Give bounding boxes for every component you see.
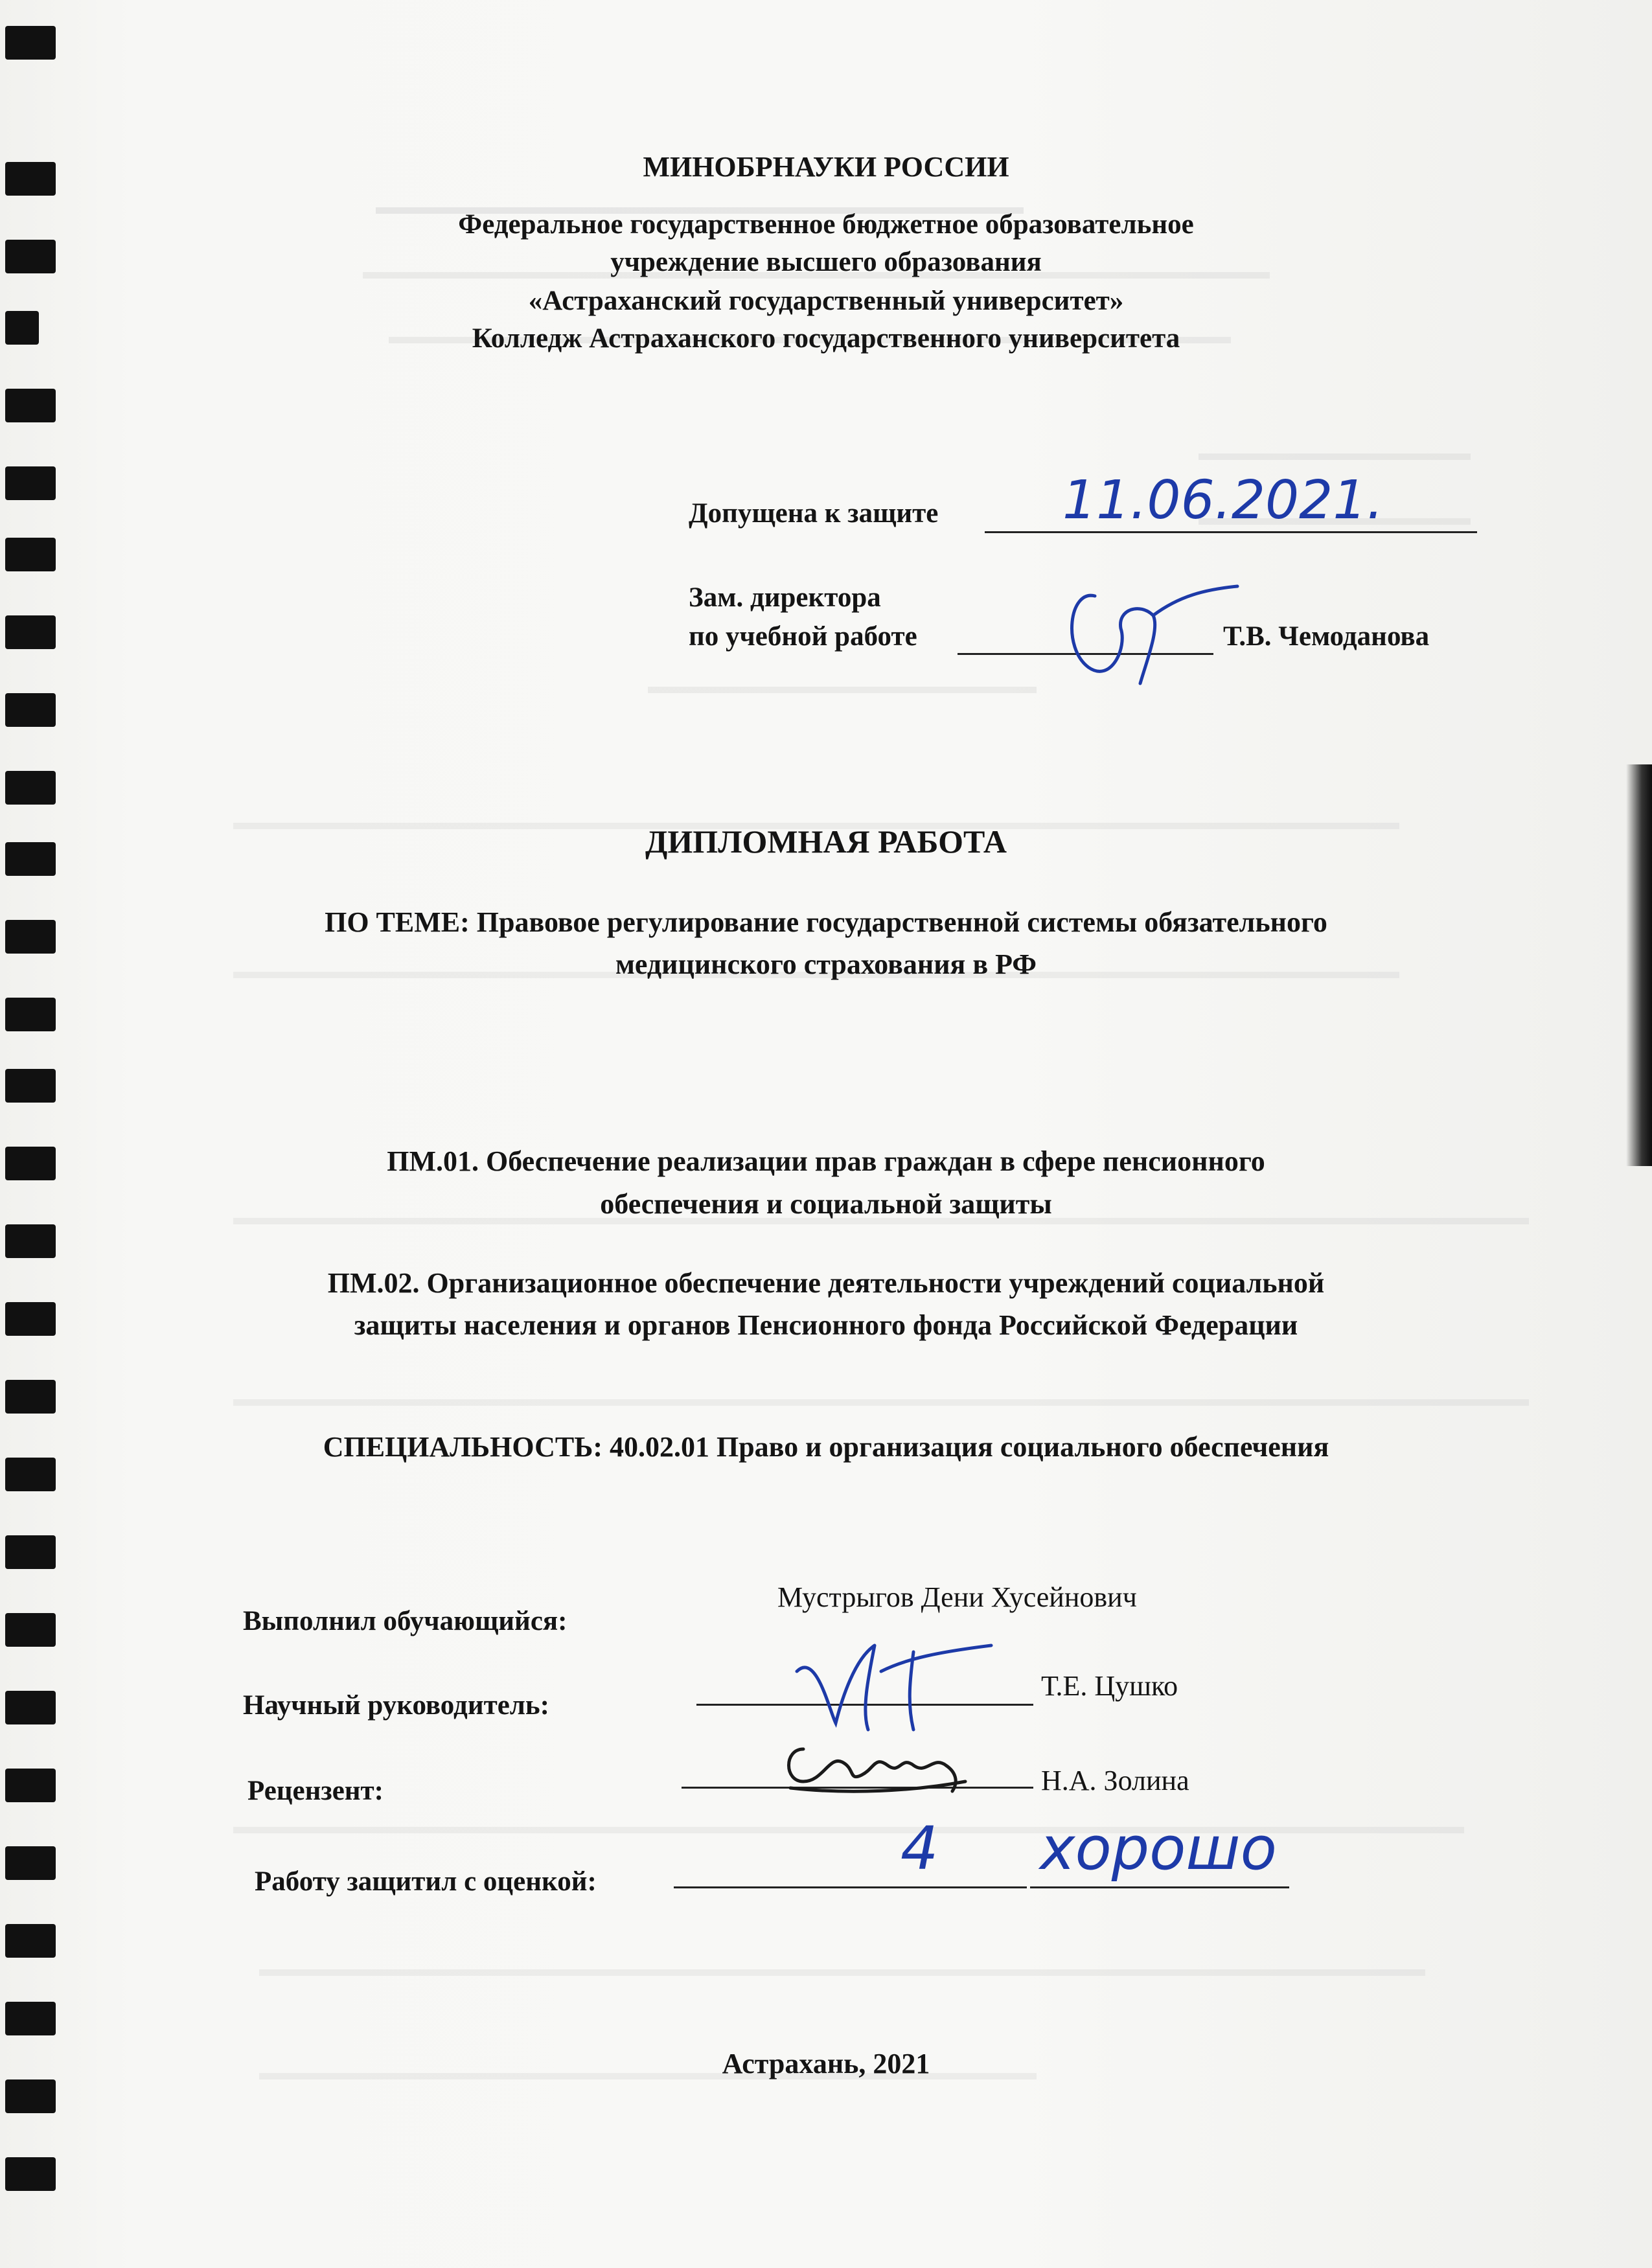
binding-hole [5, 615, 56, 649]
binding-hole [5, 538, 56, 571]
binding-hole [5, 771, 56, 805]
topic-line2: медицинского страхования в РФ [615, 948, 1037, 980]
pm02-line2: защиты населения и органов Пенсионного фонда Российской Федерации [354, 1309, 1298, 1341]
binding-hole [5, 466, 56, 500]
supervisor-name: Т.Е. Цушко [1041, 1670, 1178, 1702]
student-label: Выполнил обучающийся: [243, 1606, 568, 1636]
student-name: Мустрыгов Дени Хусейнович [777, 1581, 1137, 1613]
binding-hole [5, 389, 56, 422]
specialty: СПЕЦИАЛЬНОСТЬ: 40.02.01 Право и организация социального обеспечения [323, 1431, 1329, 1463]
reviewer-signature [771, 1730, 978, 1801]
grade-word-line [1030, 1886, 1289, 1888]
supervisor-label: Научный руководитель: [243, 1690, 549, 1721]
binding-hole [5, 26, 56, 60]
binding-hole [5, 1924, 56, 1958]
binding-hole [5, 1691, 56, 1724]
binding-hole [5, 998, 56, 1031]
pm01-line1: ПМ.01. Обеспечение реализации прав граждан в сфере пенсионного [387, 1145, 1265, 1177]
admission-date-line [985, 531, 1477, 533]
topic-line1: ПО ТЕМЕ: Правовое регулирование государственной системы обязательного [325, 906, 1327, 938]
grade-number: 4 [901, 1814, 939, 1883]
university-name: «Астраханский государственный университет» [528, 286, 1124, 316]
binding-hole [5, 1535, 56, 1569]
reviewer-label: Рецензент: [247, 1776, 384, 1806]
binding-hole [5, 2157, 56, 2191]
ministry-name: МИНОБРНАУКИ РОССИИ [643, 151, 1009, 183]
admission-label: Допущена к защите [689, 498, 939, 529]
deputy-title-line1: Зам. директора [689, 582, 881, 613]
binding-hole [5, 2002, 56, 2035]
deputy-name: Т.В. Чемоданова [1223, 621, 1430, 652]
college-name: Колледж Астраханского государственного университета [472, 323, 1180, 354]
supervisor-signature [777, 1632, 1011, 1736]
binding-hole [5, 1069, 56, 1103]
binding-hole [5, 1613, 56, 1647]
document-title: ДИПЛОМНАЯ РАБОТА [645, 823, 1007, 860]
deputy-title-line2: по учебной работе [689, 621, 917, 652]
reviewer-name: Н.А. Золина [1041, 1765, 1189, 1796]
city-year: Астрахань, 2021 [722, 2048, 930, 2079]
grade-label: Работу защитил с оценкой: [255, 1866, 597, 1897]
pm01-line2: обеспечения и социальной защиты [600, 1188, 1052, 1220]
binding-hole [5, 1380, 56, 1414]
binding-hole [5, 1846, 56, 1880]
binding-hole [5, 1224, 56, 1258]
binding-hole [5, 693, 56, 727]
institution-line2: учреждение высшего образования [610, 247, 1042, 277]
pm02-line1: ПМ.02. Организационное обеспечение деятельности учреждений социальной [327, 1267, 1325, 1299]
deputy-signature [1050, 570, 1244, 693]
grade-word: хорошо [1040, 1814, 1277, 1883]
binding-hole [5, 1769, 56, 1802]
admission-date: 11.06.2021. [1062, 470, 1384, 531]
institution-line1: Федеральное государственное бюджетное образовательное [458, 209, 1194, 240]
grade-number-line [674, 1886, 1027, 1888]
binding-hole [5, 2079, 56, 2113]
